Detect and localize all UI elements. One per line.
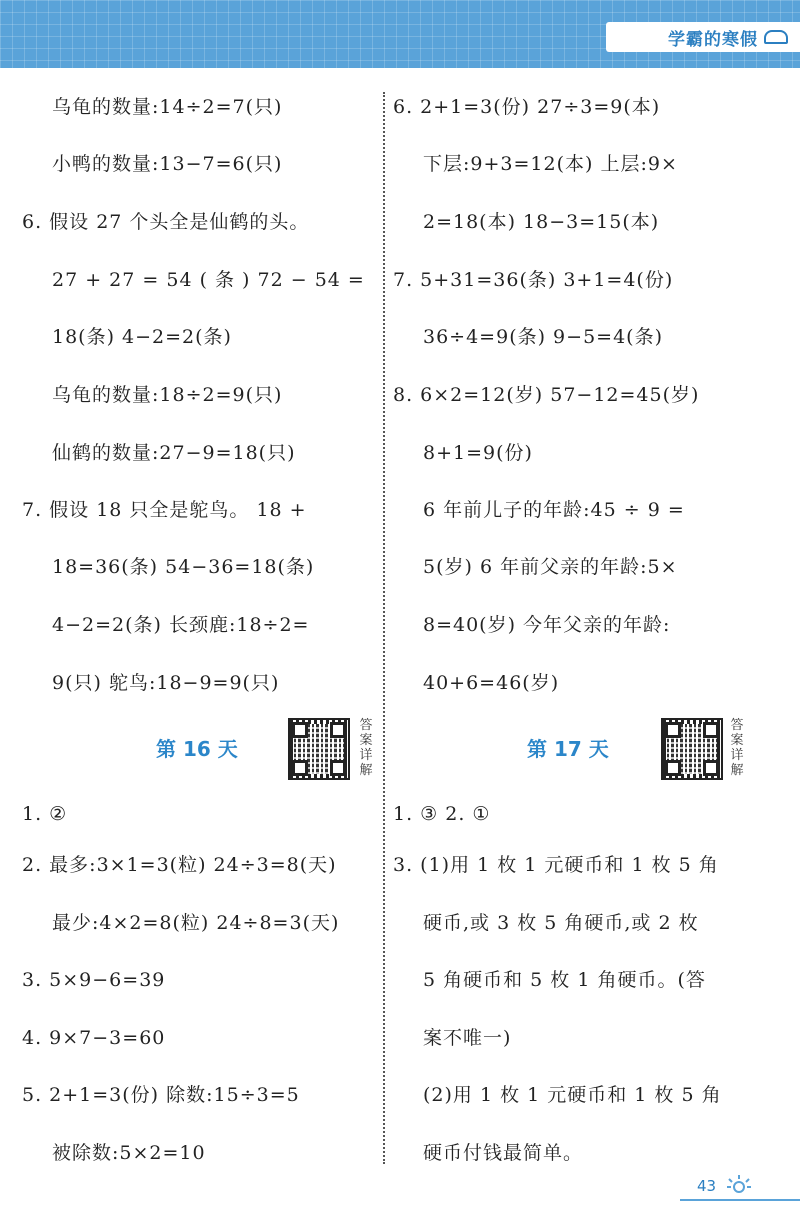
answer-line: 2. 最多:3×1=3(粒) 24÷3=8(天) bbox=[22, 854, 337, 876]
answer-line: 硬币,或 3 枚 5 角硬币,或 2 枚 bbox=[423, 912, 699, 934]
qr-finder bbox=[330, 722, 346, 738]
qr-finder bbox=[703, 722, 719, 738]
day-17-title: 第 17 天 bbox=[527, 737, 609, 761]
question-line: 7. 5+31=36(条) 3+1=4(份) bbox=[393, 269, 674, 291]
answer-line: 4. 9×7−3=60 bbox=[22, 1027, 166, 1049]
qr-finder bbox=[665, 760, 681, 776]
text-line: 6 年前儿子的年龄:45 ÷ 9 = bbox=[423, 499, 685, 521]
answer-line: 5. 2+1=3(份) 除数:15÷3=5 bbox=[22, 1084, 300, 1106]
text-line: 2=18(本) 18−3=15(本) bbox=[423, 211, 660, 233]
answer-line: 3. 5×9−6=39 bbox=[22, 969, 166, 991]
column-divider bbox=[383, 92, 385, 1164]
qr-caption: 答案详解 bbox=[359, 718, 373, 778]
text-line: 乌龟的数量:14÷2=7(只) bbox=[52, 96, 283, 118]
answer-line: 1. ③ 2. ① bbox=[393, 803, 491, 825]
text-line: 18(条) 4−2=2(条) bbox=[52, 326, 232, 348]
answer-line: 硬币付钱最简单。 bbox=[423, 1142, 584, 1164]
text-line: 5(岁) 6 年前父亲的年龄:5× bbox=[423, 556, 678, 578]
text-line: 8=40(岁) 今年父亲的年龄: bbox=[423, 614, 671, 636]
answer-line: 最少:4×2=8(粒) 24÷8=3(天) bbox=[52, 912, 340, 934]
brand-badge bbox=[606, 22, 800, 52]
text-line: 乌龟的数量:18÷2=9(只) bbox=[52, 384, 283, 406]
answer-line: (2)用 1 枚 1 元硬币和 1 枚 5 角 bbox=[423, 1084, 722, 1106]
text-line: 下层:9+3=12(本) 上层:9× bbox=[423, 153, 678, 175]
brand-title: 学霸的寒假 bbox=[668, 29, 758, 50]
question-line: 6. 2+1=3(份) 27÷3=9(本) bbox=[393, 96, 661, 118]
qr-finder bbox=[292, 722, 308, 738]
page-number: 43 bbox=[697, 1177, 717, 1195]
answer-line: 被除数:5×2=10 bbox=[52, 1142, 206, 1164]
day-16-title: 第 16 天 bbox=[156, 737, 238, 761]
answer-line: 3. (1)用 1 枚 1 元硬币和 1 枚 5 角 bbox=[393, 854, 719, 876]
answer-line: 5 角硬币和 5 枚 1 角硬币。(答 bbox=[423, 969, 706, 991]
qr-code-icon[interactable] bbox=[288, 718, 350, 780]
text-line: 18=36(条) 54−36=18(条) bbox=[52, 556, 315, 578]
page-header-band bbox=[0, 0, 800, 68]
question-line: 7. 假设 18 只全是鸵鸟。 18 + bbox=[22, 499, 307, 521]
text-line: 40+6=46(岁) bbox=[423, 672, 560, 694]
qr-code-icon[interactable] bbox=[661, 718, 723, 780]
qr-finder bbox=[665, 722, 681, 738]
qr-caption: 答案详解 bbox=[730, 718, 744, 778]
answer-line: 1. ② bbox=[22, 803, 68, 825]
text-line: 仙鹤的数量:27−9=18(只) bbox=[52, 442, 296, 464]
text-line: 4−2=2(条) 长颈鹿:18÷2= bbox=[52, 614, 310, 636]
question-line: 6. 假设 27 个头全是仙鹤的头。 bbox=[22, 211, 310, 233]
text-line: 27 + 27 = 54 ( 条 ) 72 − 54 = bbox=[52, 269, 365, 291]
answer-line: 案不唯一) bbox=[423, 1027, 512, 1049]
text-line: 8+1=9(份) bbox=[423, 442, 533, 464]
footer-rule bbox=[680, 1199, 800, 1201]
text-line: 小鸭的数量:13−7=6(只) bbox=[52, 153, 283, 175]
book-icon bbox=[764, 30, 788, 44]
text-line: 9(只) 鸵鸟:18−9=9(只) bbox=[52, 672, 280, 694]
question-line: 8. 6×2=12(岁) 57−12=45(岁) bbox=[393, 384, 700, 406]
text-line: 36÷4=9(条) 9−5=4(条) bbox=[423, 326, 663, 348]
qr-finder bbox=[292, 760, 308, 776]
sun-icon bbox=[726, 1173, 752, 1195]
